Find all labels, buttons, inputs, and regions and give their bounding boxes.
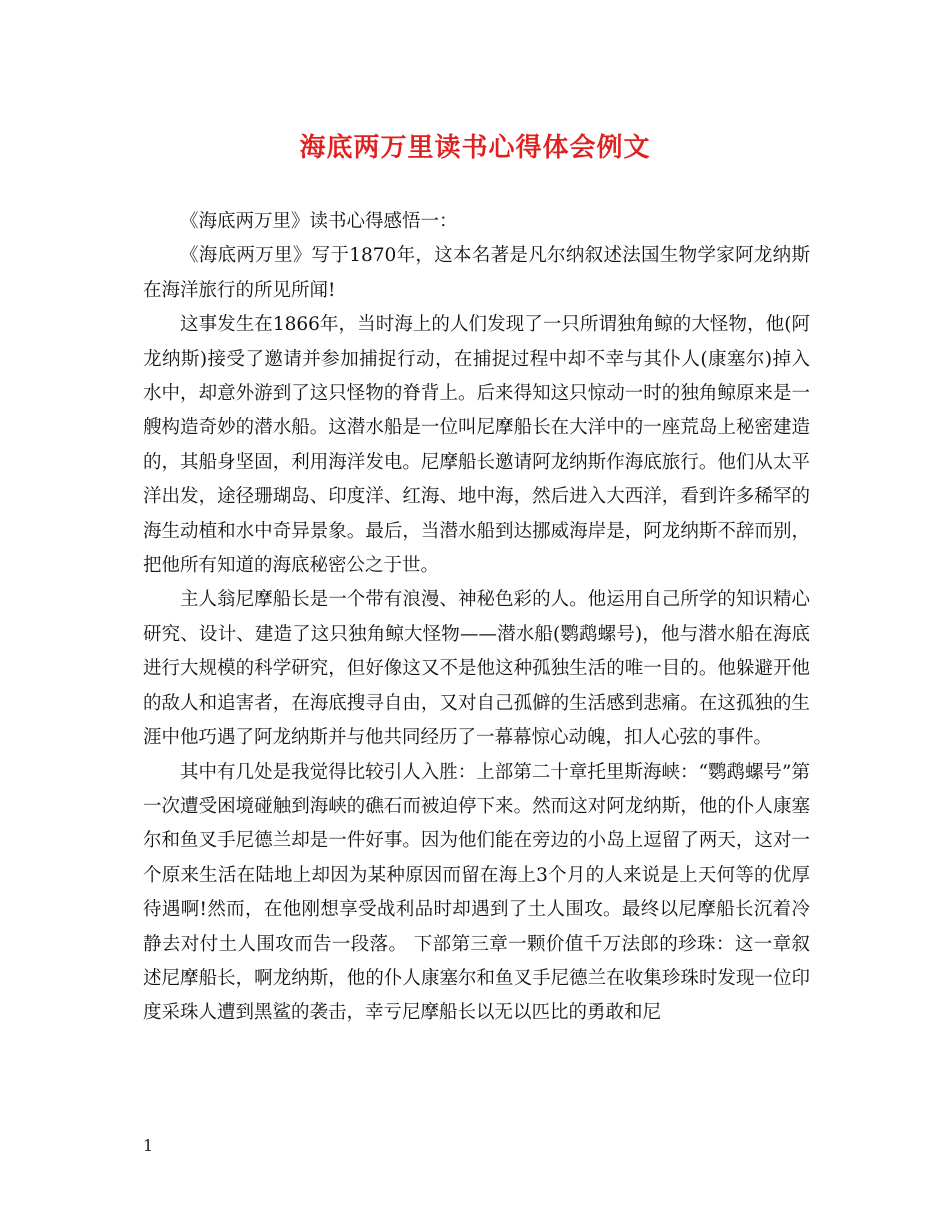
- paragraph: 主人翁尼摩船长是一个带有浪漫、神秘色彩的人。他运用自己所学的知识精心研究、设计、建造了这只独角鲸大怪物——潜水船(鹦鹉螺号)，他与潜水船在海底进行大规模的科学研究，但好像这又不是他这种孤独生活的唯一目的。他躲避开他的敌人和追害者，在海底搜寻自由，又对自己孤僻的生活感到悲痛。在这孤独的生涯中他巧遇了阿龙纳斯并与他共同经历了一幕幕惊心动魄，扣人心弦的事件。: [143, 589, 810, 749]
- document-title: 海底两万里读书心得体会例文: [299, 133, 651, 163]
- section-subheading: 《海底两万里》读书心得感悟一：: [180, 211, 458, 232]
- paragraph: 其中有几处是我觉得比较引人入胜：上部第二十章托里斯海峡：“鹦鹉螺号”第一次遭受困境碰触到海峡的礁石而被迫停下来。然而这对阿龙纳斯，他的仆人康塞尔和鱼叉手尼德兰却是一件好事。因为他们能在旁边的小岛上逗留了两天，这对一个原来生活在陆地上却因为某种原因而留在海上3个月的人来说是上天何等的优厚待遇啊!然而，在他刚想享受战利品时却遇到了土人围攻。最终以尼摩船长沉着冷静去对付土人围攻而告一段落。 下部第三章一颗价值千万法郎的珍珠：这一章叙述尼摩船长，啊龙纳斯，他的仆人康塞尔和鱼叉手尼德兰在收集珍珠时发现一位印度采珠人遭到黑鲨的袭击，幸亏尼摩船长以无以匹比的勇敢和尼: [143, 761, 810, 1024]
- paragraph: 这事发生在1866年，当时海上的人们发现了一只所谓独角鲸的大怪物，他(阿龙纳斯)接受了邀请并参加捕捉行动，在捕捉过程中却不幸与其仆人(康塞尔)掉入水中，却意外游到了这只怪物的脊背上。后来得知这只惊动一时的独角鲸原来是一艘构造奇妙的潜水船。这潜水船是一位叫尼摩船长在大洋中的一座荒岛上秘密建造的，其船身坚固，利用海洋发电。尼摩船长邀请阿龙纳斯作海底旅行。他们从太平洋出发，途径珊瑚岛、印度洋、红海、地中海，然后进入大西洋，看到许多稀罕的海生动植和水中奇异景象。最后，当潜水船到达挪威海岸是，阿龙纳斯不辞而别，把他所有知道的海底秘密公之于世。: [143, 314, 810, 577]
- page-number: 1: [143, 1136, 154, 1155]
- paragraph: 《海底两万里》写于1870年，这本名著是凡尔纳叙述法国生物学家阿龙纳斯在海洋旅行的所见所闻!: [143, 245, 810, 301]
- document-body: [143, 205, 810, 1031]
